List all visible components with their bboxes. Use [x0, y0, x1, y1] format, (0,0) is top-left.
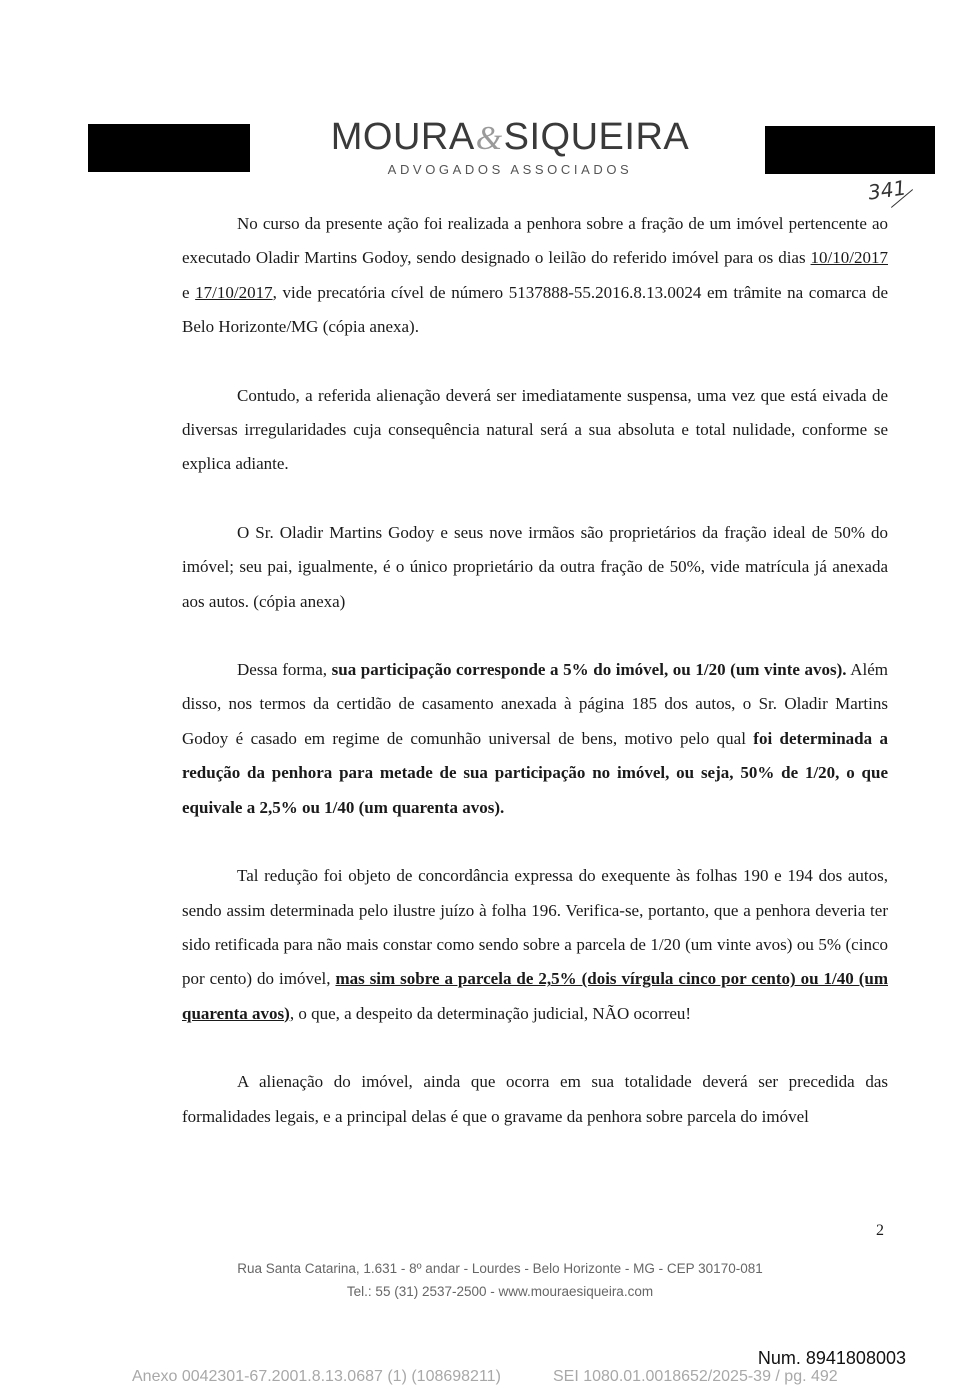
paragraph-4-text-b: Além disso, nos termos da certidão de casamento anexada à página 185 dos autos, o Sr. Oladir Martins Godoy é casado em regime de comunhão universal de bens, motivo pelo qual [182, 660, 888, 748]
logo-name [300, 112, 720, 164]
firm-logo [300, 112, 720, 177]
paragraph-5-text-a: Tal redução foi objeto de concordância expressa do exequente às folhas 190 e 194 dos autos, sendo assim determinada pelo ilustre juízo à folha 196. Verifica-se, portanto, que a penhora deveria ter sido retificada para não mais constar como sendo sobre a parcela de 1/20 (um vinte avos) ou 5% (cinco por cento) do imóvel, [182, 866, 888, 989]
paragraph-1-text-a: No curso da presente ação foi realizada a penhora sobre a fração de um imóvel pertencente ao executado Oladir Martins Godoy, sendo designado o leilão do referido imóvel para os dias [182, 214, 888, 268]
auction-date-1: 10/10/2017 [810, 248, 888, 268]
document-body [182, 207, 888, 1134]
paragraph-3: O Sr. Oladir Martins Godoy e seus nove irmãos são proprietários da fração ideal de 50% do imóvel; seu pai, igualmente, é o único proprietário da outra fração de 50%, vide matrícula já anexada aos autos. (cópia anexa) [182, 522, 888, 611]
paragraph-4-bold-a: sua participação corresponde a 5% do imóvel, ou 1/20 (um vinte avos). [331, 660, 847, 680]
paragraph-1-text-b: e [182, 282, 196, 302]
logo-name-right: SIQUEIRA [503, 116, 690, 158]
paragraph-1-text-c: , vide precatória cível de número 5137888-55.2016.8.13.0024 em trâmite na comarca de Belo Horizonte/MG (cópia anexa). [182, 282, 888, 337]
paragraph-5 [182, 859, 888, 1031]
paragraph-6: A alienação do imóvel, ainda que ocorra em sua totalidade deverá ser precedida das formalidades legais, e a principal delas é que o gravame da penhora sobre parcela do imóvel [182, 1072, 888, 1126]
logo-name-left: MOURA [330, 116, 475, 158]
handwritten-page-note: 341 [866, 175, 908, 205]
footer-contact: Tel.: 55 (31) 2537-2500 - www.mouraesiqueira.com [346, 1284, 654, 1299]
paragraph-2: Contudo, a referida alienação deverá ser imediatamente suspensa, uma vez que está eivada de diversas irregularidades cuja consequência natural será a sua absoluta e total nulidade, conforme se explica adiante. [182, 385, 888, 474]
paragraph-1 [182, 207, 888, 345]
paragraph-4-text-a: Dessa forma, [237, 660, 332, 680]
paragraph-4-bold-b: foi determinada a redução da penhora para metade de sua participação no imóvel, ou seja, 50% de 1/20, o que equivale a 2,5% ou 1/40 (um quarenta avos). [182, 728, 888, 817]
logo-ampersand: & [475, 120, 503, 157]
redaction-box-right [765, 126, 935, 174]
sei-stamp: SEI 1080.01.0018652/2025-39 / pg. 492 [553, 1368, 838, 1385]
page-number: 2 [876, 1222, 884, 1239]
paragraph-5-emphasis: mas sim sobre a parcela de 2,5% (dois vírgula cinco por cento) ou 1/40 (um quarenta avos) [182, 969, 888, 1023]
document-number-stamp: Num. 8941808003 [757, 1348, 906, 1368]
annex-stamp: Anexo 0042301-67.2001.8.13.0687 (1) (108698211) [132, 1368, 501, 1385]
redaction-box-left [88, 124, 250, 172]
auction-date-2: 17/10/2017 [195, 282, 273, 302]
logo-subtitle: ADVOGADOS ASSOCIADOS [387, 162, 633, 177]
footer-address: Rua Santa Catarina, 1.631 - 8º andar - Lourdes - Belo Horizonte - MG - CEP 30170-081 [237, 1261, 763, 1276]
paragraph-5-text-b: , o que, a despeito da determinação judicial, NÃO ocorreu! [289, 1003, 692, 1023]
paragraph-4 [182, 653, 888, 825]
